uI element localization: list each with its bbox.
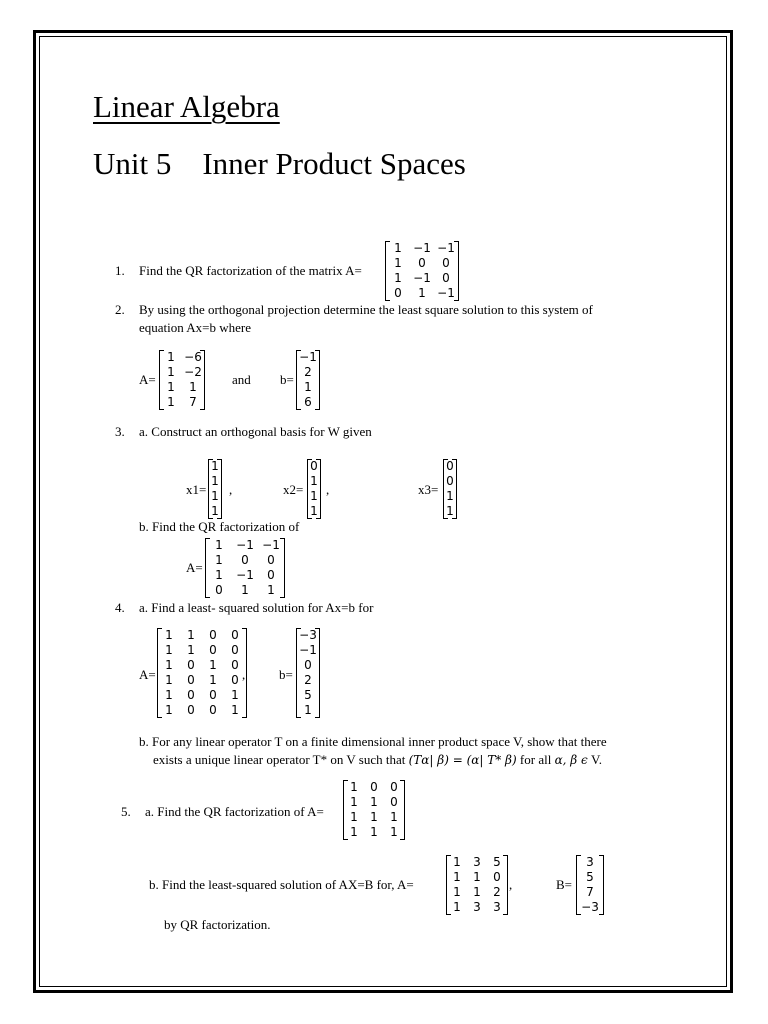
q3-vector-x2-cell: 1 xyxy=(310,489,318,503)
q4-matrix-a-cell: 1 xyxy=(209,673,217,687)
q5-matrix-a2-cell: 3 xyxy=(473,855,481,869)
q4-vector-b-row xyxy=(297,673,319,688)
q4-matrix-a-cell: 0 xyxy=(231,628,239,642)
q5-matrix-a-cell: 1 xyxy=(350,825,358,839)
q4-matrix-a-cell: 0 xyxy=(209,688,217,702)
q4-b-line1: b. For any linear operator T on a finite dimensional inner product space V, show that there xyxy=(139,734,607,749)
q2-b-label: b= xyxy=(280,372,294,387)
q1-matrix-a xyxy=(385,241,459,301)
q5-vector-b xyxy=(576,855,604,915)
q5-matrix-a2-row xyxy=(447,870,507,885)
q3-vector-x3 xyxy=(443,459,457,519)
q5-matrix-a-cell: 1 xyxy=(370,810,378,824)
q4-matrix-a-cell: 0 xyxy=(209,628,217,642)
q4-b-line2: exists a unique linear operator T* on V such that (Tα| β) = (α| T* β) for all α, β ϵ V. xyxy=(153,752,602,767)
q3-matrix-a-cell: 0 xyxy=(267,568,275,582)
q3-matrix-a-cell: 0 xyxy=(267,553,275,567)
q5-matrix-a-row xyxy=(344,810,404,825)
q3-matrix-a xyxy=(205,538,285,598)
q5-matrix-a-cell: 0 xyxy=(390,795,398,809)
q5-b-label: B= xyxy=(556,877,573,892)
q4-vector-b xyxy=(296,628,320,718)
q5-matrix-a2-cell: 1 xyxy=(453,870,461,884)
q5-vector-b-cell: 3 xyxy=(586,855,594,869)
q5-matrix-a2-cell: 1 xyxy=(473,870,481,884)
q2-matrix-a-row xyxy=(160,395,204,410)
q3-x2-label: x2= xyxy=(283,482,304,497)
q5-comma: , xyxy=(509,877,513,892)
q4-matrix-a-cell: 0 xyxy=(209,703,217,717)
q5-matrix-a2-cell: 1 xyxy=(453,855,461,869)
q4-matrix-a-cell: 0 xyxy=(231,643,239,657)
q5-b-text: b. Find the least-squared solution of AX=B for, A= xyxy=(149,877,414,892)
q4-vector-b-cell: 1 xyxy=(304,703,312,717)
q4-matrix-a-cell: 0 xyxy=(187,703,195,717)
q4-matrix-a-cell: 0 xyxy=(187,658,195,672)
q3-vector-x2-cell: 0 xyxy=(310,459,318,473)
q5-vector-b-row xyxy=(577,885,603,900)
q2-matrix-a-cell: −2 xyxy=(184,365,202,379)
q2-matrix-a-cell: 1 xyxy=(167,380,175,394)
q3-matrix-a-cell: −1 xyxy=(262,538,280,552)
q1-matrix-a-cell: −1 xyxy=(413,241,431,255)
q3-matrix-a-cell: 1 xyxy=(215,553,223,567)
q2-vector-b-row xyxy=(297,350,319,365)
q3-matrix-a-cell: −1 xyxy=(236,568,254,582)
q3-matrix-a-row xyxy=(206,568,284,583)
q5-by-qr: by QR factorization. xyxy=(164,917,271,932)
q4-matrix-a-cell: 1 xyxy=(187,628,195,642)
q4-matrix-a-cell: 1 xyxy=(165,643,173,657)
q3-vector-x2 xyxy=(307,459,321,519)
q3-vector-x2-cell: 1 xyxy=(310,474,318,488)
q5-matrix-a2 xyxy=(446,855,508,915)
q2-vector-b-row xyxy=(297,365,319,380)
q5-matrix-a2-cell: 3 xyxy=(493,900,501,914)
q2-vector-b xyxy=(296,350,320,410)
q5-matrix-a2-row xyxy=(447,900,507,915)
q5-matrix-a2-cell: 3 xyxy=(473,900,481,914)
q5-matrix-a-row xyxy=(344,780,404,795)
q3-matrix-a-cell: 1 xyxy=(215,538,223,552)
q3-vector-x1-cell: 1 xyxy=(211,474,219,488)
q3-vector-x1-row xyxy=(209,474,221,489)
q3-a-label: A= xyxy=(186,560,203,575)
q3-vector-x3-row xyxy=(444,474,456,489)
q5-matrix-a-cell: 1 xyxy=(370,795,378,809)
q1-matrix-a-cell: 1 xyxy=(394,256,402,270)
q2-matrix-a xyxy=(159,350,205,410)
q3-vector-x3-cell: 1 xyxy=(446,504,454,518)
q4-matrix-a-row xyxy=(158,643,246,658)
q4-matrix-a-cell: 1 xyxy=(165,628,173,642)
q4-vector-b-cell: 2 xyxy=(304,673,312,687)
q3-vector-x1-cell: 1 xyxy=(211,459,219,473)
q5-vector-b-row xyxy=(577,900,603,915)
q5-matrix-a2-cell: 1 xyxy=(453,900,461,914)
q3-a-text: a. Construct an orthogonal basis for W given xyxy=(139,424,372,439)
q5-matrix-a-cell: 1 xyxy=(350,795,358,809)
q2-number: 2. xyxy=(115,302,125,317)
q2-vector-b-row xyxy=(297,380,319,395)
q4-vector-b-cell: −1 xyxy=(299,643,317,657)
q5-vector-b-row xyxy=(577,870,603,885)
q2-vector-b-cell: 2 xyxy=(304,365,312,379)
q3-vector-x2-row xyxy=(308,489,320,504)
q5-matrix-a-cell: 0 xyxy=(390,780,398,794)
page-title: Linear Algebra xyxy=(93,89,280,124)
q2-line1: By using the orthogonal projection determine the least square solution to this system of xyxy=(139,302,593,317)
q3-vector-x3-cell: 0 xyxy=(446,474,454,488)
q3-matrix-a-cell: −1 xyxy=(236,538,254,552)
q5-vector-b-cell: 5 xyxy=(586,870,594,884)
q5-vector-b-row xyxy=(577,855,603,870)
q3-x2-comma: , xyxy=(326,482,330,497)
q4-vector-b-cell: −3 xyxy=(299,628,317,642)
q5-matrix-a-cell: 1 xyxy=(350,780,358,794)
q5-matrix-a-cell: 1 xyxy=(370,825,378,839)
q4-matrix-a-cell: 1 xyxy=(165,658,173,672)
q1-matrix-a-cell: 0 xyxy=(394,286,402,300)
unit-title: Unit 5 Inner Product Spaces xyxy=(93,146,466,181)
q4-matrix-a-row xyxy=(158,628,246,643)
q3-vector-x2-row xyxy=(308,504,320,519)
q3-x3-label: x3= xyxy=(418,482,439,497)
q4-comma: , xyxy=(242,667,246,682)
q1-number: 1. xyxy=(115,263,125,278)
q3-b-text: b. Find the QR factorization of xyxy=(139,519,300,534)
q3-vector-x3-row xyxy=(444,459,456,474)
q3-matrix-a-row xyxy=(206,583,284,598)
q5-matrix-a2-cell: 1 xyxy=(473,885,481,899)
q4-matrix-a-cell: 1 xyxy=(187,643,195,657)
q2-matrix-a-cell: 1 xyxy=(167,350,175,364)
q1-matrix-a-row xyxy=(386,241,458,256)
q3-vector-x1-cell: 1 xyxy=(211,504,219,518)
q1-matrix-a-cell: 1 xyxy=(418,286,426,300)
q2-matrix-a-cell: 7 xyxy=(189,395,197,409)
q2-matrix-a-cell: 1 xyxy=(167,365,175,379)
q5-matrix-a xyxy=(343,780,405,840)
q5-matrix-a-cell: 1 xyxy=(350,810,358,824)
q1-text: Find the QR factorization of the matrix A= xyxy=(139,263,362,278)
q2-matrix-a-row xyxy=(160,380,204,395)
q1-matrix-a-cell: −1 xyxy=(437,286,455,300)
q5-vector-b-cell: 7 xyxy=(586,885,594,899)
q2-a-label: A= xyxy=(139,372,156,387)
q4-matrix-a-cell: 1 xyxy=(231,688,239,702)
q3-vector-x3-row xyxy=(444,489,456,504)
q4-number: 4. xyxy=(115,600,125,615)
q4-a-label: A= xyxy=(139,667,156,682)
q3-vector-x1-row xyxy=(209,489,221,504)
q4-matrix-a xyxy=(157,628,247,718)
q4-vector-b-row xyxy=(297,688,319,703)
q5-matrix-a2-row xyxy=(447,855,507,870)
q3-vector-x1-cell: 1 xyxy=(211,489,219,503)
q5-matrix-a-cell: 1 xyxy=(390,825,398,839)
q3-matrix-a-row xyxy=(206,553,284,568)
q1-matrix-a-cell: 1 xyxy=(394,241,402,255)
q1-matrix-a-row xyxy=(386,256,458,271)
q4-a-text: a. Find a least- squared solution for Ax=b for xyxy=(139,600,374,615)
q1-matrix-a-cell: 1 xyxy=(394,271,402,285)
q3-matrix-a-cell: 1 xyxy=(267,583,275,597)
q2-matrix-a-cell: −6 xyxy=(184,350,202,364)
q2-vector-b-cell: 1 xyxy=(304,380,312,394)
q1-matrix-a-cell: 0 xyxy=(418,256,426,270)
q3-matrix-a-cell: 0 xyxy=(241,553,249,567)
q4-vector-b-cell: 0 xyxy=(304,658,312,672)
q3-matrix-a-cell: 1 xyxy=(215,568,223,582)
q1-matrix-a-row xyxy=(386,271,458,286)
q3-vector-x3-cell: 0 xyxy=(446,459,454,473)
q5-matrix-a-cell: 1 xyxy=(390,810,398,824)
q2-vector-b-cell: 6 xyxy=(304,395,312,409)
q5-matrix-a2-row xyxy=(447,885,507,900)
q5-a-text: a. Find the QR factorization of A= xyxy=(145,804,324,819)
q4-vector-b-row xyxy=(297,658,319,673)
q4-matrix-a-cell: 0 xyxy=(231,673,239,687)
q3-matrix-a-row xyxy=(206,538,284,553)
q4-matrix-a-row xyxy=(158,688,246,703)
q4-matrix-a-cell: 1 xyxy=(165,688,173,702)
q5-matrix-a-row xyxy=(344,825,404,840)
q5-number: 5. xyxy=(121,804,131,819)
q5-matrix-a2-cell: 2 xyxy=(493,885,501,899)
q2-matrix-a-row xyxy=(160,350,204,365)
q3-vector-x2-cell: 1 xyxy=(310,504,318,518)
q5-matrix-a2-cell: 5 xyxy=(493,855,501,869)
q4-matrix-a-cell: 1 xyxy=(165,703,173,717)
q4-vector-b-row xyxy=(297,628,319,643)
q5-matrix-a-row xyxy=(344,795,404,810)
q2-and: and xyxy=(232,372,251,387)
q4-matrix-a-cell: 0 xyxy=(187,688,195,702)
q3-x1-label: x1= xyxy=(186,482,207,497)
q4-matrix-a-cell: 0 xyxy=(231,658,239,672)
q3-vector-x3-cell: 1 xyxy=(446,489,454,503)
q3-matrix-a-cell: 1 xyxy=(241,583,249,597)
q4-vector-b-cell: 5 xyxy=(304,688,312,702)
q4-matrix-a-cell: 1 xyxy=(165,673,173,687)
q3-x1-comma: , xyxy=(229,482,233,497)
q5-matrix-a2-cell: 1 xyxy=(453,885,461,899)
q5-vector-b-cell: −3 xyxy=(581,900,599,914)
q1-matrix-a-cell: −1 xyxy=(413,271,431,285)
q4-matrix-a-row xyxy=(158,703,246,718)
q4-vector-b-row xyxy=(297,703,319,718)
q2-line2: equation Ax=b where xyxy=(139,320,252,335)
q1-matrix-a-cell: 0 xyxy=(442,271,450,285)
q5-matrix-a-cell: 0 xyxy=(370,780,378,794)
q3-vector-x1-row xyxy=(209,504,221,519)
q2-matrix-a-row xyxy=(160,365,204,380)
q1-matrix-a-cell: −1 xyxy=(437,241,455,255)
q4-matrix-a-cell: 1 xyxy=(231,703,239,717)
q5-matrix-a2-cell: 0 xyxy=(493,870,501,884)
q4-matrix-a-cell: 1 xyxy=(209,658,217,672)
q4-matrix-a-row xyxy=(158,658,246,673)
q1-matrix-a-row xyxy=(386,286,458,301)
q4-vector-b-row xyxy=(297,643,319,658)
q3-vector-x2-row xyxy=(308,459,320,474)
q3-matrix-a-cell: 0 xyxy=(215,583,223,597)
q3-number: 3. xyxy=(115,424,125,439)
q3-vector-x1-row xyxy=(209,459,221,474)
q3-vector-x3-row xyxy=(444,504,456,519)
q2-vector-b-row xyxy=(297,395,319,410)
q2-vector-b-cell: −1 xyxy=(299,350,317,364)
q4-b-label: b= xyxy=(279,667,293,682)
q4-matrix-a-row xyxy=(158,673,246,688)
q1-matrix-a-cell: 0 xyxy=(442,256,450,270)
q3-vector-x2-row xyxy=(308,474,320,489)
q2-matrix-a-cell: 1 xyxy=(167,395,175,409)
q2-matrix-a-cell: 1 xyxy=(189,380,197,394)
q4-matrix-a-cell: 0 xyxy=(187,673,195,687)
q3-vector-x1 xyxy=(208,459,222,519)
q4-matrix-a-cell: 0 xyxy=(209,643,217,657)
